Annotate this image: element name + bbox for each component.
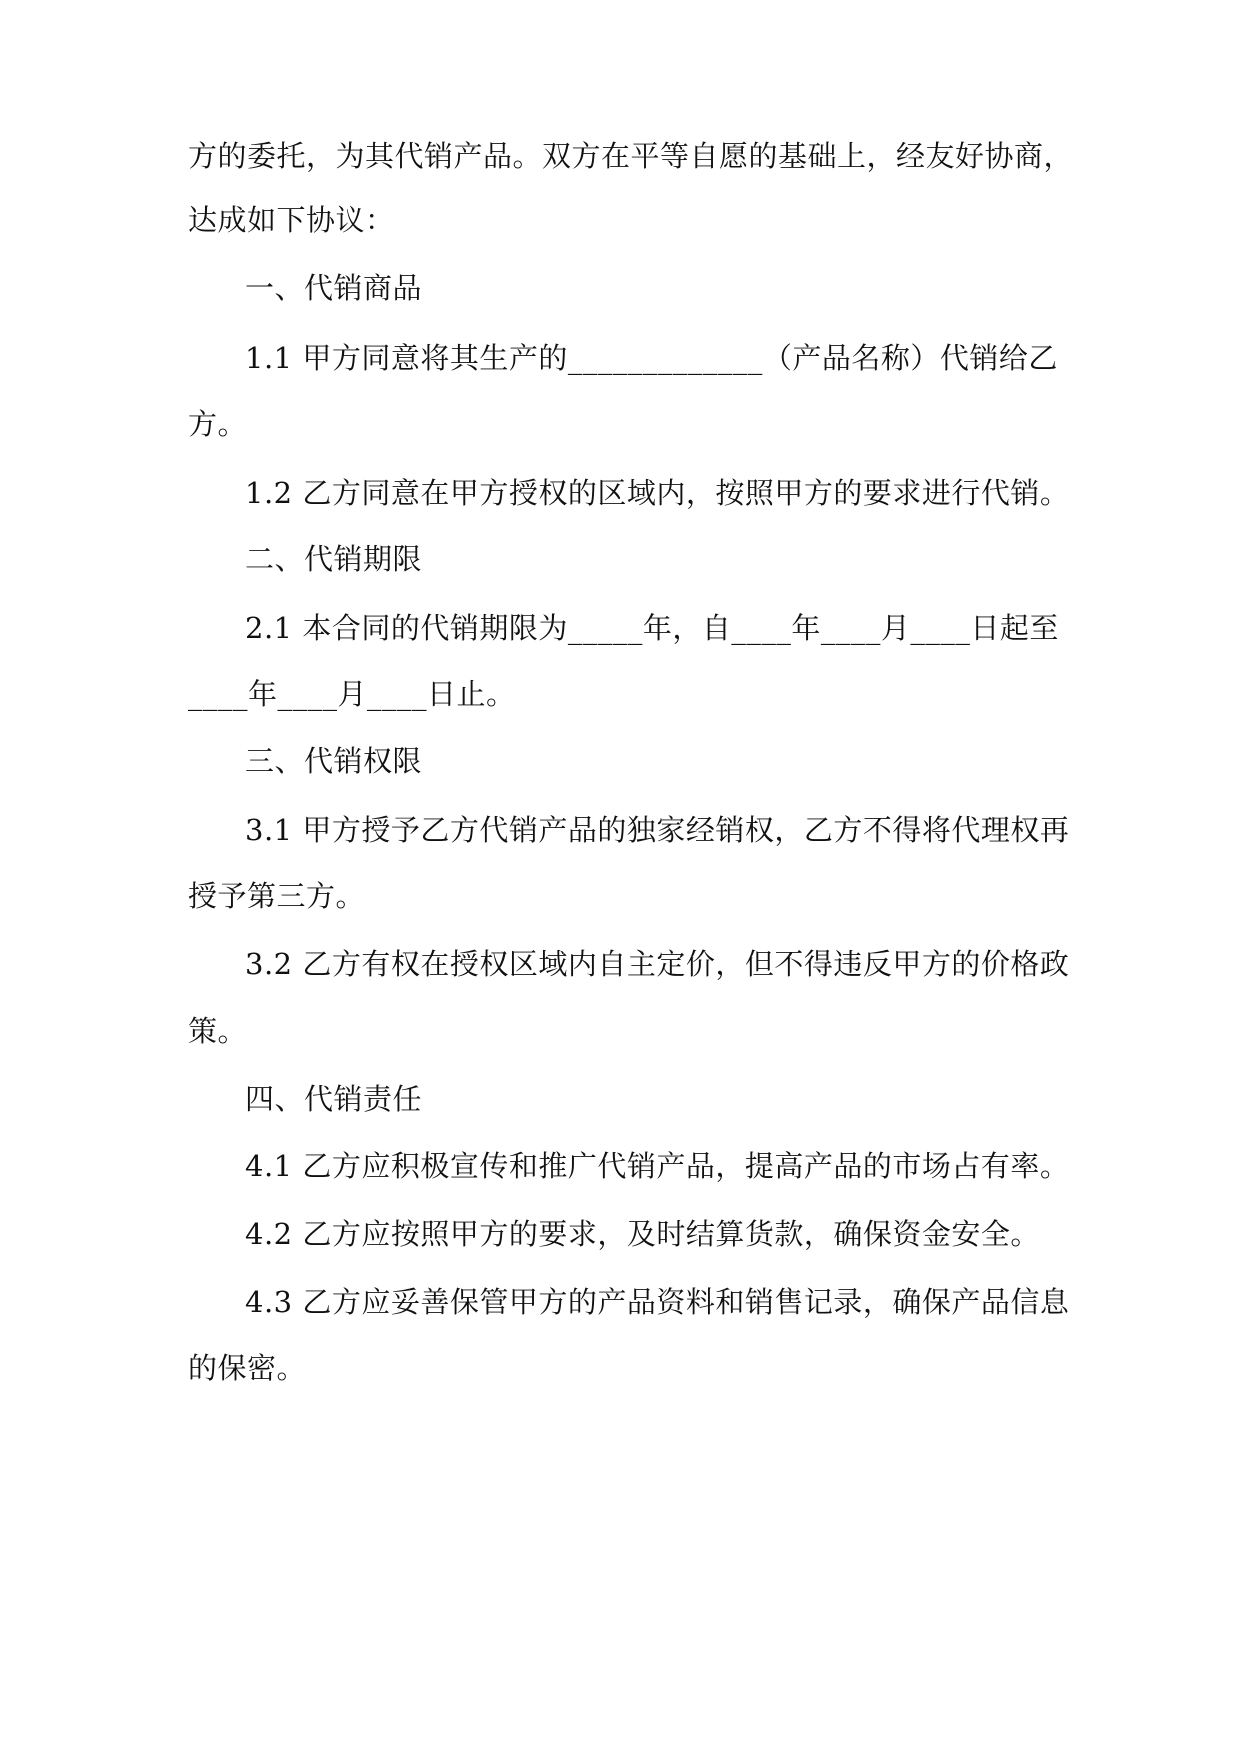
clause-1-1: 1.1 甲方同意将其生产的_____________（产品名称）代销给乙 [245,341,1058,375]
clause-3-2: 3.2 乙方有权在授权区域内自主定价，但不得违反甲方的价格政 [245,947,1070,981]
body-text-line: 策。 [188,1014,248,1048]
clause-4-2: 4.2 乙方应按照甲方的要求，及时结算货款，确保资金安全。 [245,1217,1040,1251]
clause-1-2: 1.2 乙方同意在甲方授权的区域内，按照甲方的要求进行代销。 [245,476,1070,510]
section-heading-3: 三、代销权限 [245,744,423,778]
body-text-line: 方的委托，为其代销产品。双方在平等自愿的基础上，经友好协商， [188,139,1074,173]
section-heading-1: 一、代销商品 [245,271,423,305]
body-text-line: 达成如下协议： [188,203,395,237]
body-text-line: 授予第三方。 [188,879,366,913]
section-heading-4: 四、代销责任 [245,1082,423,1116]
clause-2-1: 2.1 本合同的代销期限为_____年，自____年____月____日起至 [245,611,1059,645]
body-text-line: ____年____月____日止。 [188,677,516,711]
body-text-line: 方。 [188,407,248,441]
section-heading-2: 二、代销期限 [245,542,423,576]
clause-4-1: 4.1 乙方应积极宣传和推广代销产品，提高产品的市场占有率。 [245,1149,1070,1183]
body-text-line: 的保密。 [188,1351,307,1385]
clause-4-3: 4.3 乙方应妥善保管甲方的产品资料和销售记录，确保产品信息 [245,1285,1070,1319]
clause-3-1: 3.1 甲方授予乙方代销产品的独家经销权，乙方不得将代理权再 [245,813,1070,847]
